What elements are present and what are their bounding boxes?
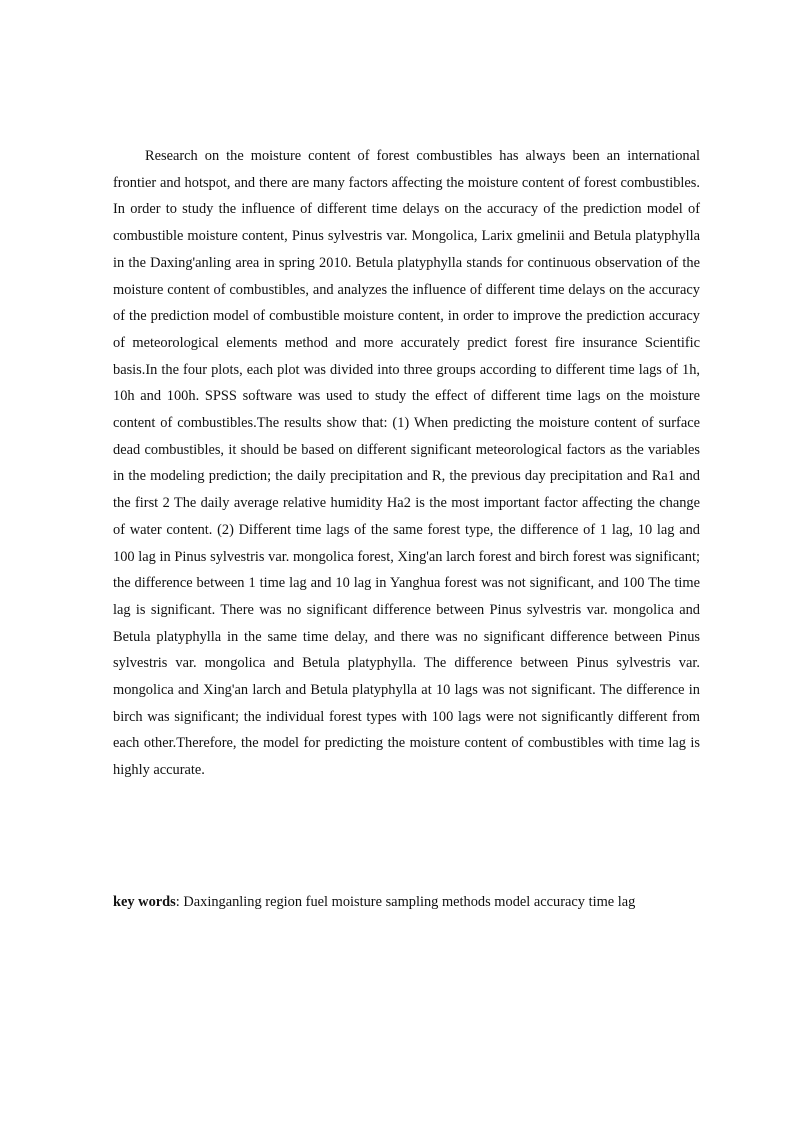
keywords-text: Daxinganling region fuel moisture sampling methods model accuracy time lag [179, 894, 636, 910]
abstract-paragraph: Research on the moisture content of forest combustibles has always been an international frontier and hotspot, and there are many factors affecting the moisture content of forest combustibles. In order to study the influence of different time delays on the accuracy of the prediction model of combustible moisture content, Pinus sylvestris var. Mongolica, Larix gmelinii and Betula platyphylla in the Daxing'anling area in spring 2010. Betula platyphylla stands for continuous observation of the moisture content of combustibles, and analyzes the influence of different time delays on the accuracy of the prediction model of combustible moisture content, in order to improve the prediction accuracy of meteorological elements method and more accurately predict forest fire insurance Scientific basis.In the four plots, each plot was divided into three groups according to different time lags of 1h, 10h and 100h. SPSS software was used to study the effect of different time lags on the moisture content of combustibles.The results show that: (1) When predicting the moisture content of surface dead combustibles, it should be based on different significant meteorological factors as the variables in the modeling prediction; the daily precipitation and R, the previous day precipitation and Ra1 and the first 2 The daily average relative humidity Ha2 is the most important factor affecting the change of water content. (2) Different time lags of the same forest type, the difference of 1 lag, 10 lag and 100 lag in Pinus sylvestris var. mongolica forest, Xing'an larch forest and birch forest was significant; the difference between 1 time lag and 10 lag in Yanghua forest was not significant, and 100 The time lag is significant. There was no significant difference between Pinus sylvestris var. mongolica and Betula platyphylla in the same time delay, and there was no significant difference between Pinus sylvestris var. mongolica and Betula platyphylla. The difference between Pinus sylvestris var. mongolica and Xing'an larch and Betula platyphylla at 10 lags was not significant. The difference in birch was significant; the individual forest types with 100 lags were not significantly different from each other.Therefore, the model for predicting the moisture content of combustibles with time lag is highly accurate. [113, 148, 700, 779]
keywords-label: key words [113, 894, 176, 910]
keywords-separator: : [175, 894, 180, 910]
keywords-line [113, 889, 713, 915]
